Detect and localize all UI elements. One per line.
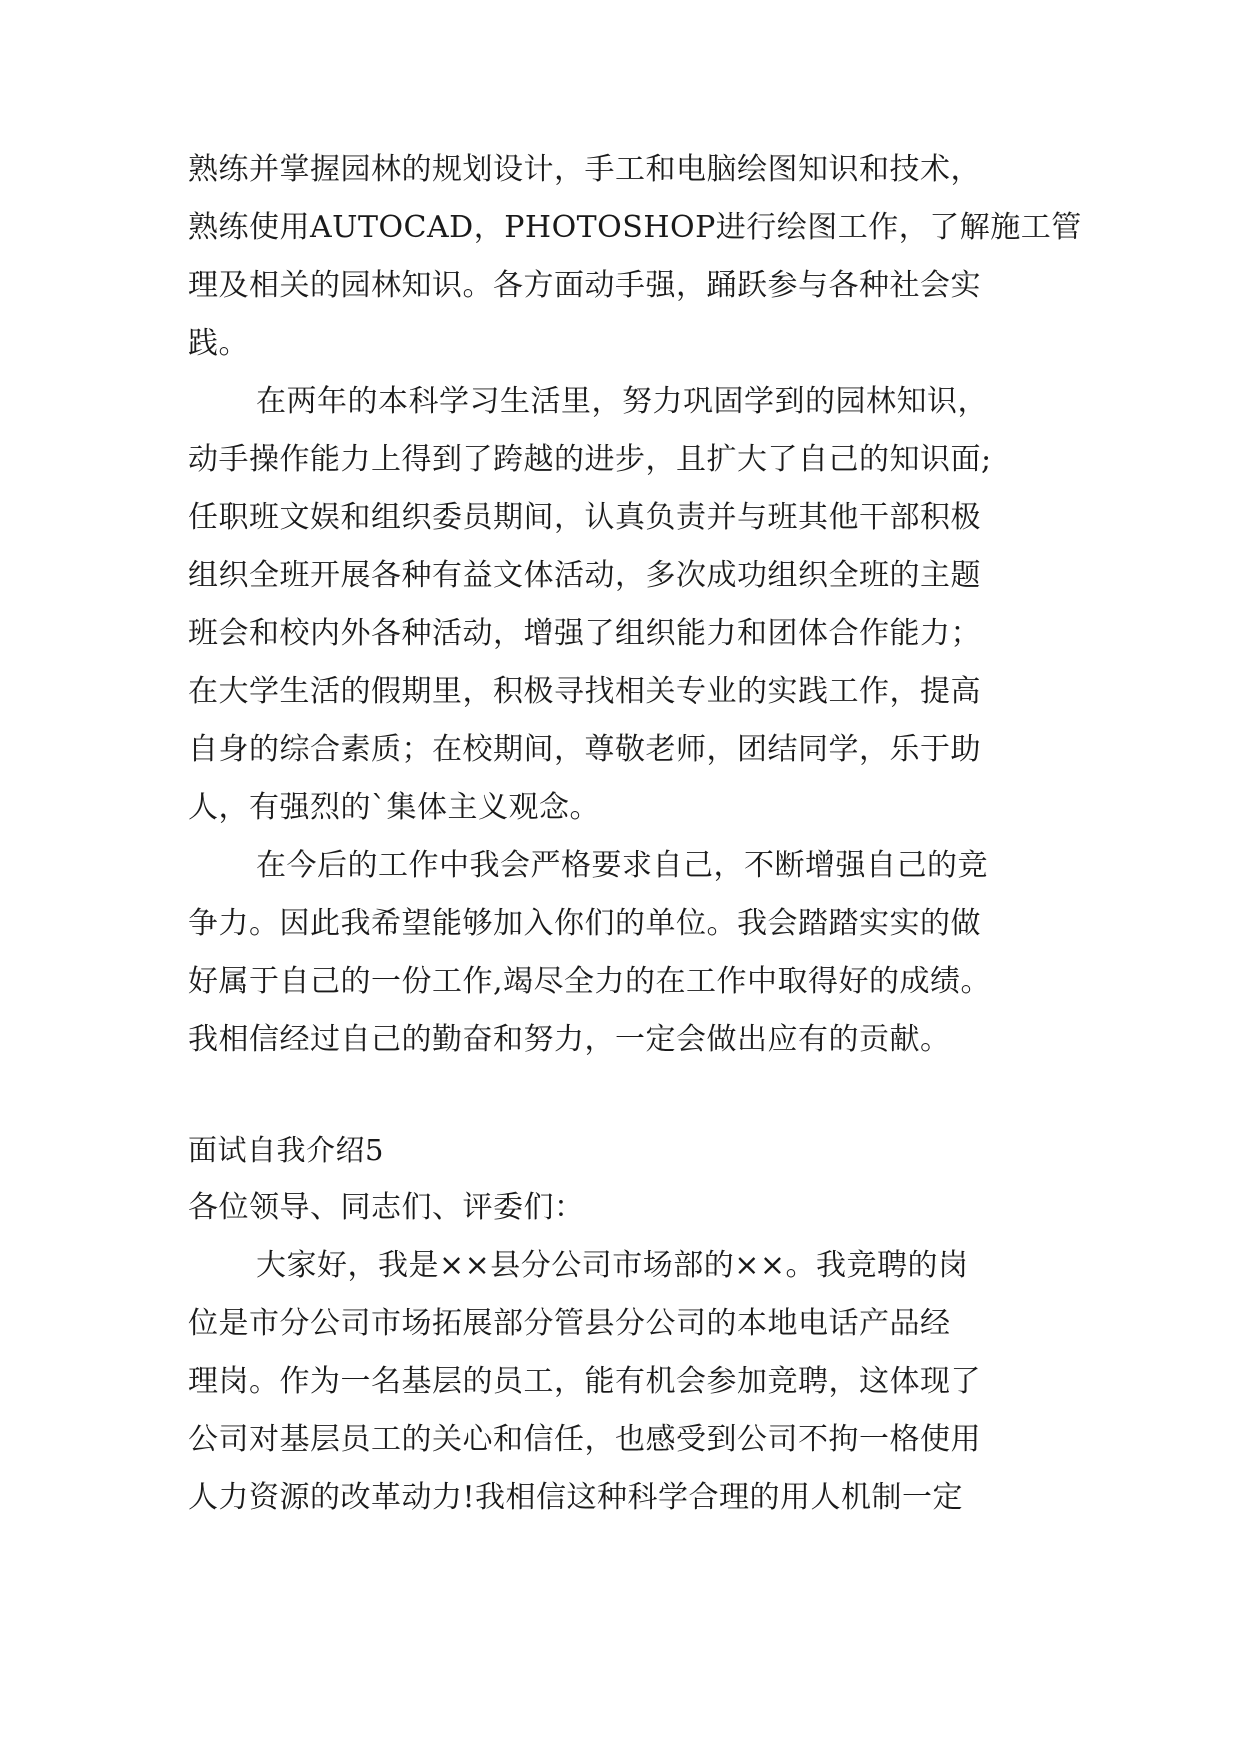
- text-line: 动手操作能力上得到了跨越的进步，且扩大了自己的知识面;: [188, 442, 992, 477]
- text-line: 熟练使用AUTOCAD，PHOTOSHOP进行绘图工作，了解施工管: [188, 210, 1082, 245]
- text-line: 位是市分公司市场拓展部分管县分公司的本地电话产品经: [188, 1306, 951, 1341]
- text-line: 任职班文娱和组织委员期间，认真负责并与班其他干部积极: [188, 500, 981, 535]
- text-line: 人，有强烈的`集体主义观念。: [188, 790, 600, 825]
- text-line: 我相信经过自己的勤奋和努力，一定会做出应有的贡献。: [188, 1022, 951, 1057]
- text-line: 自身的综合素质；在校期间，尊敬老师，团结同学，乐于助: [188, 732, 981, 767]
- paragraph-first-line: 大家好，我是××县分公司市场部的××。我竞聘的岗: [256, 1248, 969, 1283]
- text-line: 争力。因此我希望能够加入你们的单位。我会踏踏实实的做: [188, 906, 981, 941]
- text-line: 熟练并掌握园林的规划设计，手工和电脑绘图知识和技术，: [188, 152, 981, 187]
- text-line: 理岗。作为一名基层的员工，能有机会参加竞聘，这体现了: [188, 1364, 981, 1399]
- text-line: 班会和校内外各种活动，增强了组织能力和团体合作能力；: [188, 616, 981, 651]
- text-line: 人力资源的改革动力!我相信这种科学合理的用人机制一定: [188, 1480, 964, 1515]
- paragraph-first-line: 在两年的本科学习生活里，努力巩固学到的园林知识，: [256, 384, 988, 419]
- text-line: 践。: [188, 326, 249, 361]
- section-heading: 面试自我介绍5: [188, 1133, 384, 1167]
- text-line: 公司对基层员工的关心和信任，也感受到公司不拘一格使用: [188, 1422, 981, 1457]
- salutation: 各位领导、同志们、评委们：: [188, 1190, 585, 1225]
- paragraph-first-line: 在今后的工作中我会严格要求自己，不断增强自己的竞: [256, 848, 988, 883]
- text-line: 组织全班开展各种有益文体活动，多次成功组织全班的主题: [188, 558, 981, 593]
- text-line: 在大学生活的假期里，积极寻找相关专业的实践工作，提高: [188, 674, 981, 709]
- text-line: 好属于自己的一份工作,竭尽全力的在工作中取得好的成绩。: [188, 964, 992, 999]
- text-line: 理及相关的园林知识。各方面动手强，踊跃参与各种社会实: [188, 268, 981, 303]
